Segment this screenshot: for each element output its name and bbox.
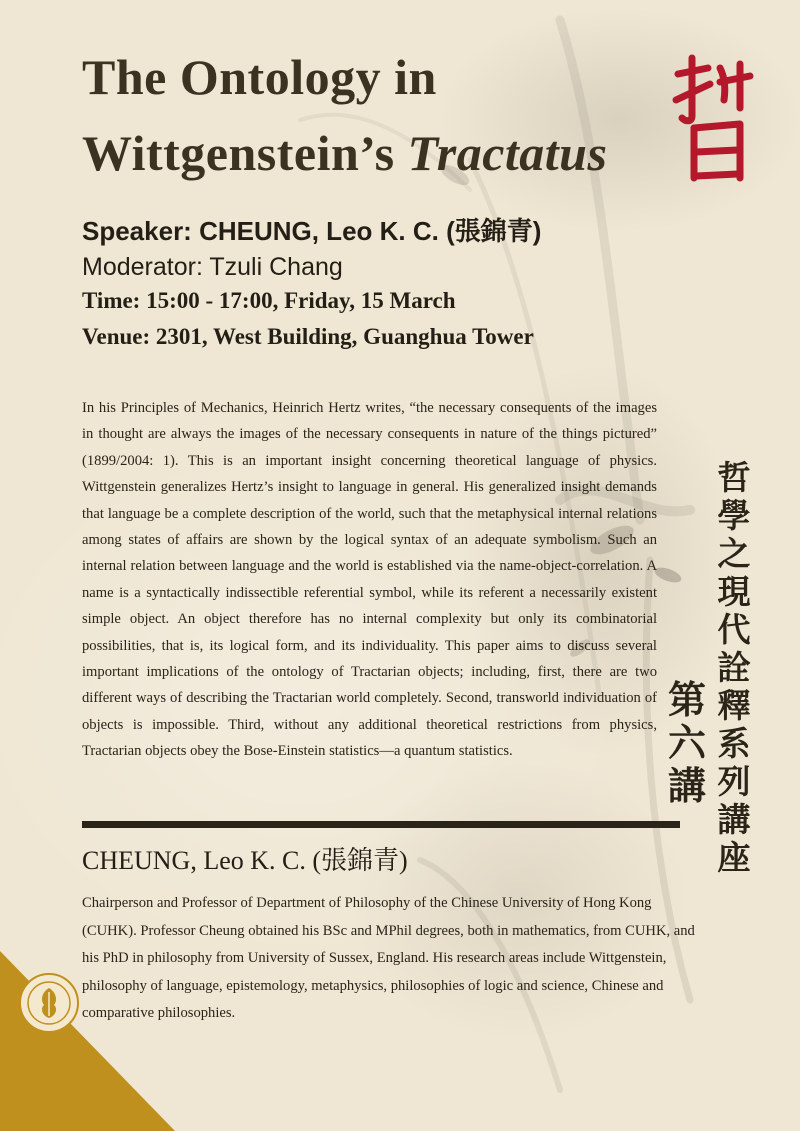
lecture-number-vertical: 第六講 <box>667 680 706 808</box>
event-time: Time: 15:00 - 17:00, Friday, 15 March <box>82 288 456 313</box>
university-logo-icon <box>18 972 80 1034</box>
speaker-bio-text: Chairperson and Professor of Department of Philosophy of the Chinese University of Hong Kong (CUHK). Professor Cheung obtained his BSc and MPhil degrees, both in mathematics, from CUHK, and his PhD in philosophy from University of Sussex, England. His research areas include Wittgenstein, philosophy of language, epistemology, metaphysics, philosophies of logic and science, Chinese and comparative philosophies. <box>82 895 695 1021</box>
event-venue: Venue: 2301, West Building, Guanghua Tower <box>82 324 534 349</box>
speaker-bio-heading: CHEUNG, Leo K. C. (張錦青) <box>82 846 408 875</box>
series-title-vertical: 哲學之現代詮釋系列講座 <box>717 461 751 877</box>
moderator: Moderator: Tzuli Chang <box>82 253 343 281</box>
title-line-2 <box>82 125 608 181</box>
title-tractatus: Tractatus <box>407 125 608 181</box>
seal-zhe-calligraphy-icon <box>670 52 760 192</box>
section-divider <box>82 821 680 828</box>
title-line-2-prefix: Wittgenstein’s <box>82 125 408 181</box>
abstract-text: In his Principles of Mechanics, Heinrich Hertz writes, “the necessary consequents of the images in thought are always the images of the necessary consequents in nature of the things pictured” (1899/2004: 1). This is an important insight concerning theoretical language of physics. Wittgenstein generalizes Hertz’s insight to language in general. His generalized insight demands that language be a complete description of the world, such that the metaphysical internal relations among states of affairs are shown by the logical syntax of an adequate symbolism. Such an internal relation between language and the world is established via the name-object-correlation. A name is a syntactically indissectible referential symbol, while its referent a necessarily existent simple object. An object therefore has no internal complexity but only its combinatorial possibilities, that is, its logical form, and its individuality. This paper aims to discuss several important implications of the ontology of Tractarian objects; including, first, there are two different ways of describing the Tractarian world completely. Second, transworld individuation of objects is impossible. Third, without any additional theoretical restrictions from physics, Tractarian objects obey the Bose-Einstein statistics—a quantum statistics. <box>82 400 657 760</box>
speaker: Speaker: CHEUNG, Leo K. C. (張錦青) <box>82 216 542 246</box>
title-line-1: The Ontology in <box>82 49 437 105</box>
